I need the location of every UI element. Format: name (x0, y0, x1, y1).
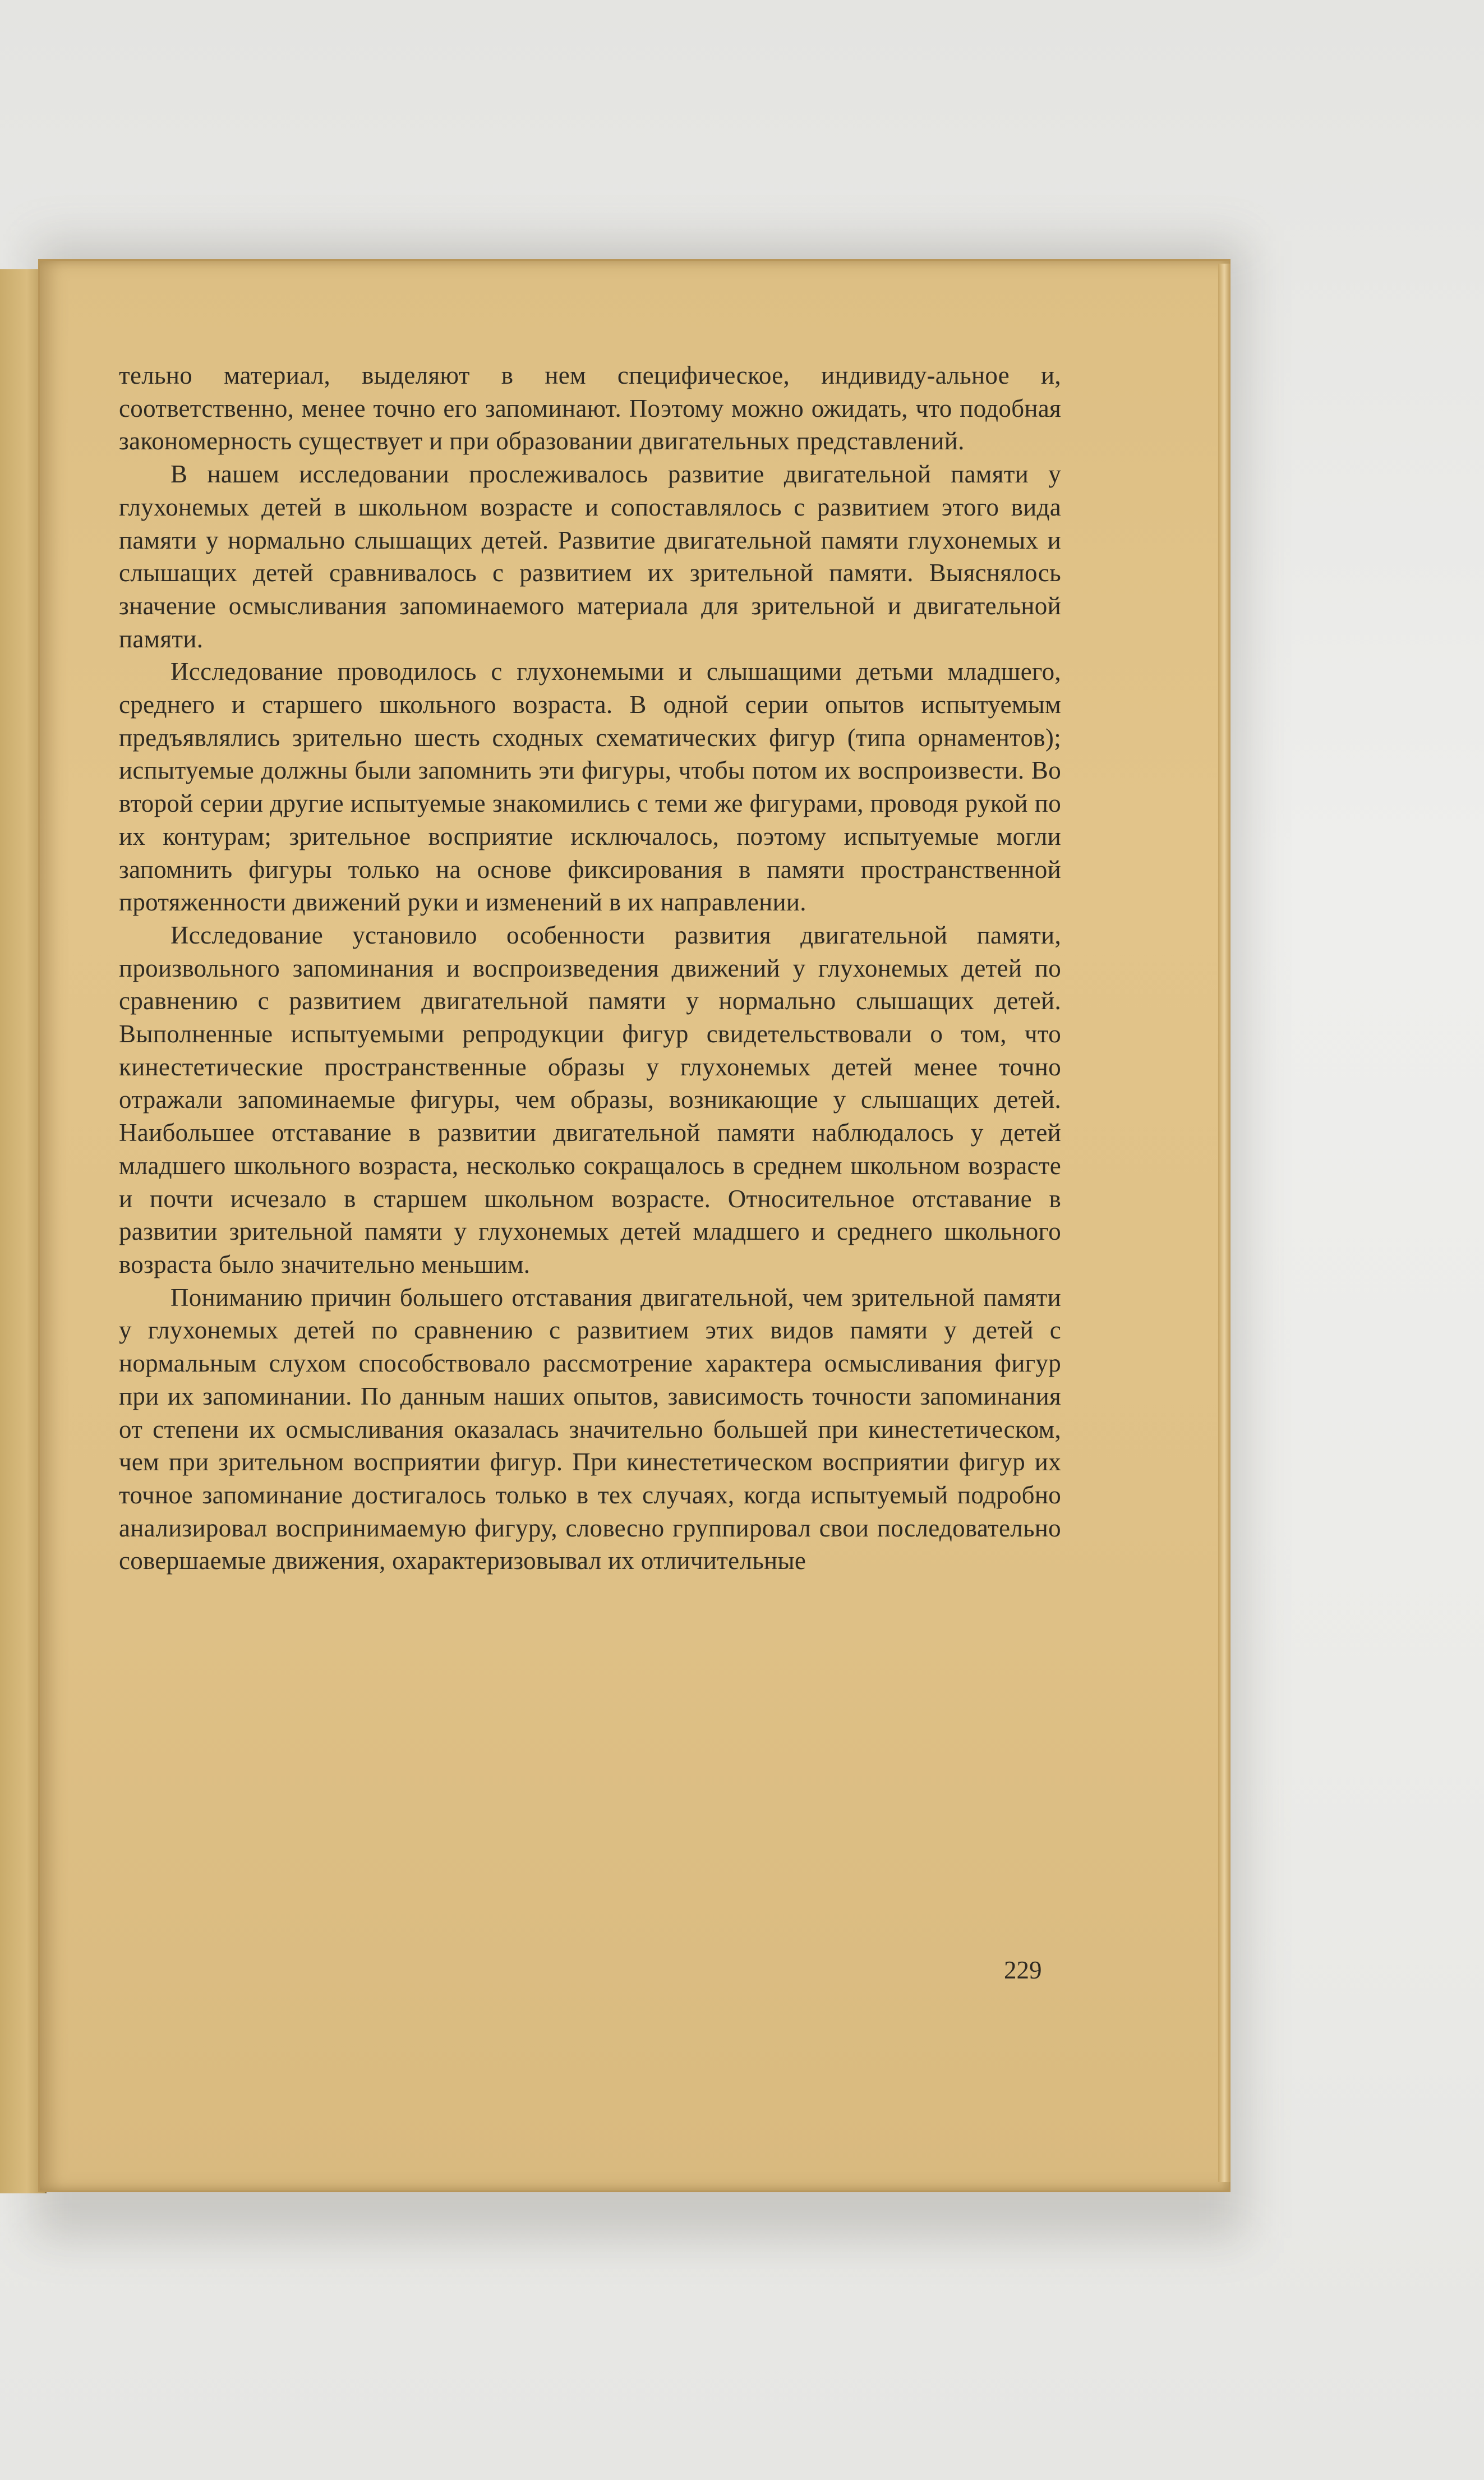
page-text (119, 359, 1061, 1577)
paragraph: В нашем исследовании прослеживалось развитие двигательной памяти у глухонемых детей в школьном возрасте и сопоставлялось с развитием этого вида памяти у нормально слышащих детей. Развитие двигательной памяти глухонемых и слышащих детей сравнивалось с развитием их зрительной памяти. Выяснялось значение осмысливания запоминаемого материала для зрительной и двигательной памяти. (119, 460, 1061, 653)
paragraph: Пониманию причин большего отставания двигательной, чем зрительной памяти у глухонемых детей по сравнению с развитием этих видов памяти у детей с нормальным слухом способствовало рассмотрение характера осмысливания фигур при их запоминании. По данным наших опытов, зависимость точности запоминания от степени их осмысливания оказалась значительно большей при кинестетическом, чем при зрительном восприятии фигур. При кинестетическом восприятии фигур их точное запоминание достигалось только в тех случаях, когда испытуемый подробно анализировал воспринимаемую фигуру, словесно группировал свои последовательно совершаемые движения, охарактеризовывал их отличительные (119, 1283, 1061, 1575)
paragraph: тельно материал, выделяют в нем специфическое, индивиду-альное и, соответственно, менее точно его запоминают. Поэтому можно ожидать, что подобная закономерность существует и при образовании двигательных представлений. (119, 361, 1061, 455)
paragraph: Исследование проводилось с глухонемыми и слышащими детьми младшего, среднего и старшего школьного возраста. В одной серии опытов испытуемым предъявлялись зрительно шесть сходных схематических фигур (типа орнаментов); испытуемые должны были запомнить эти фигуры, чтобы потом их воспроизвести. Во второй серии другие испытуемые знакомились с теми же фигурами, проводя рукой по их контурам; зрительное восприятие исключалось, поэтому испытуемые могли запомнить фигуры только на основе фиксирования в памяти пространственной протяженности движений руки и изменений в их направлении. (119, 657, 1061, 917)
page-stack-edge (1218, 264, 1230, 2182)
page-number: 229 (1004, 1956, 1042, 1984)
paragraph: Исследование установило особенности развития двигательной памяти, произвольного запоминания и воспроизведения движений у глухонемых детей по сравнению с развитием двигательной памяти у нормально слышащих детей. Выполненные испытуемыми репродукции фигур свидетельствовали о том, что кинестетические пространственные образы у глухонемых детей менее точно отражали запоминаемые фигуры, чем образы, возникающие у слышащих детей. Наибольшее отставание в развитии двигательной памяти наблюдалось у детей младшего школьного возраста, несколько сокращалось в среднем школьном возрасте и почти исчезало в старшем школьном возрасте. Относительное отставание в развитии зрительной памяти у глухонемых детей младшего и среднего школьного возраста было значительно меньшим. (119, 921, 1061, 1278)
